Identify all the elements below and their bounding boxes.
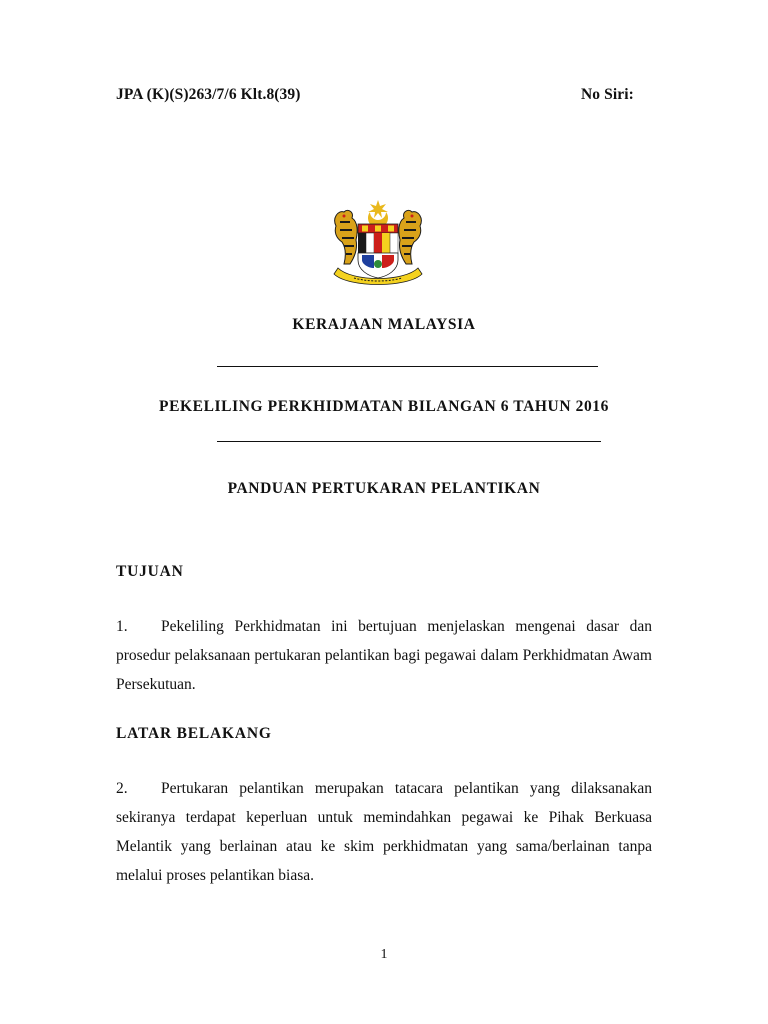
paragraph-text: Pertukaran pelantikan merupakan tatacara pelantikan yang dilaksanakan sekiranya terdapat keperluan untuk memindahkan pegawai ke Pihak Berkuasa Melantik yang berlainan atau ke skim perkhidmatan yang sama/berlainan tanpa melalui proses pelantikan biasa. (116, 780, 652, 884)
malaysia-coat-of-arms-icon (328, 198, 428, 290)
paragraph-text: Pekeliling Perkhidmatan ini bertujuan menjelaskan mengenai dasar dan prosedur pelaksanaan pertukaran pelantikan bagi pegawai dalam Perkhidmatan Awam Persekutuan. (116, 618, 652, 693)
paragraph-1 (116, 612, 652, 699)
government-title: KERAJAAN MALAYSIA (292, 316, 476, 333)
section-heading-latar-belakang: LATAR BELAKANG (116, 725, 272, 742)
serial-number-label: No Siri: (581, 86, 634, 103)
divider-rule (217, 366, 598, 367)
page-number: 1 (380, 947, 388, 962)
divider-rule (217, 441, 601, 442)
paragraph-2 (116, 774, 652, 890)
paragraph-number: 2. (116, 780, 128, 797)
section-heading-tujuan: TUJUAN (116, 563, 184, 580)
paragraph-number: 1. (116, 618, 128, 635)
circular-title: PEKELILING PERKHIDMATAN BILANGAN 6 TAHUN 2016 (159, 398, 609, 415)
subject-title: PANDUAN PERTUKARAN PELANTIKAN (227, 480, 541, 497)
reference-number: JPA (K)(S)263/7/6 Klt.8(39) (116, 86, 301, 103)
